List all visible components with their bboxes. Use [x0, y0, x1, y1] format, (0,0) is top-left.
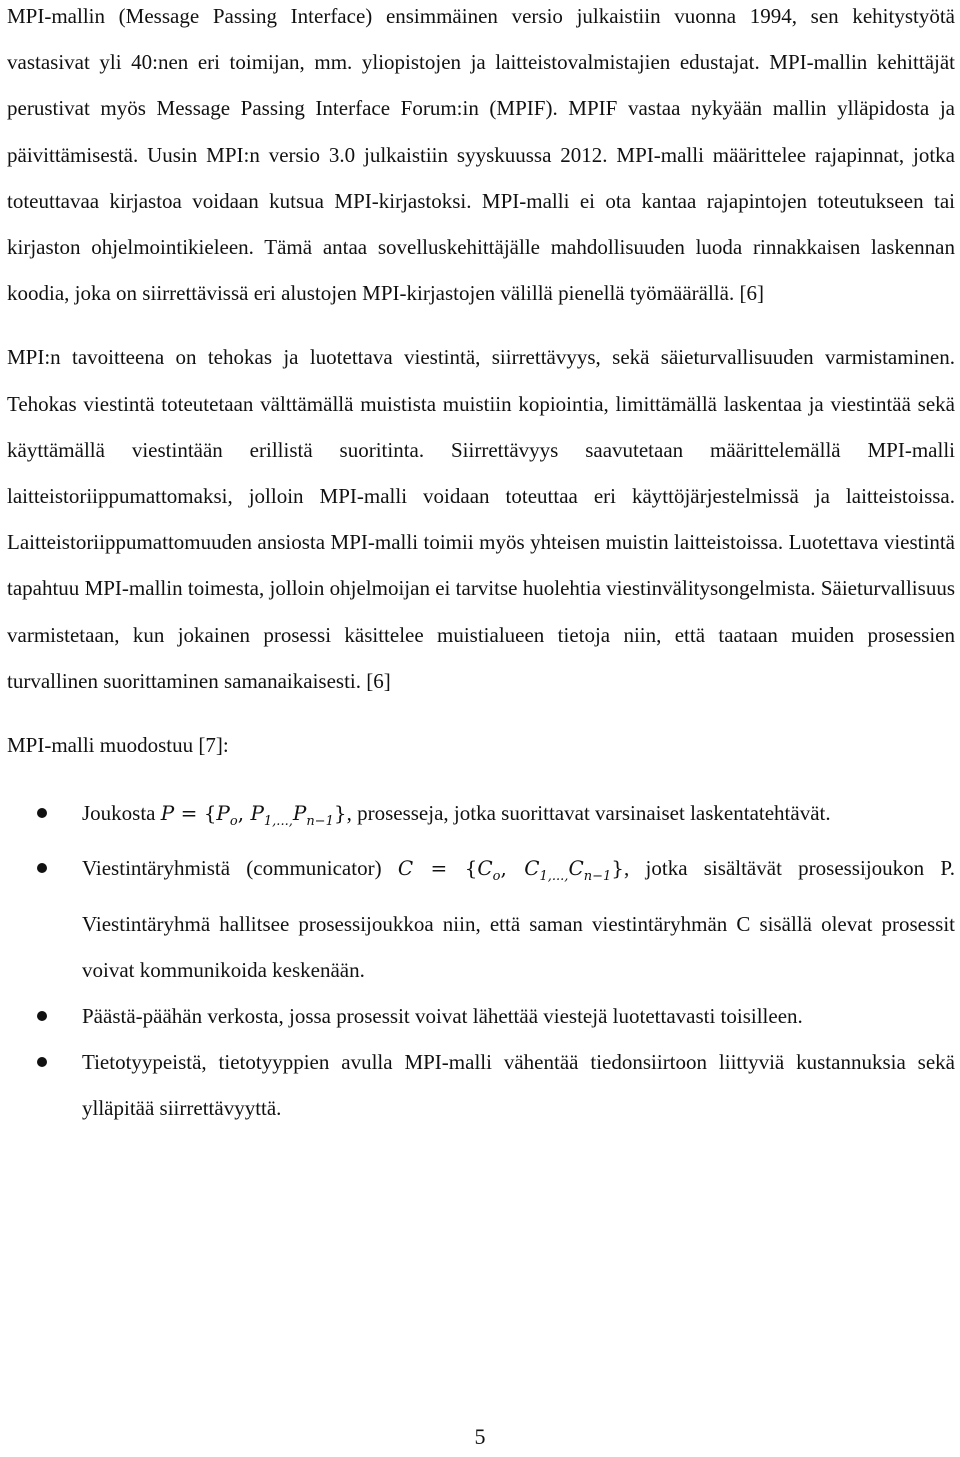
bullet-icon — [37, 1057, 47, 1067]
page-number: 5 — [474, 1424, 486, 1449]
paragraph-mpi-goals: MPI:n tavoitteena on tehokas ja luotettava viestintä, siirrettävyys, sekä säieturvallisuuden varmistaminen. Tehokas viestintä toteutetaan välttämällä muistista muistiin kopiointia, limittämällä laskentaa ja viestintää sekä käyttämällä viestintään erillistä suoritinta. Siirrettävyys saavutetaan määrittelemällä MPI-malli laitteistoriippumattomaksi, jolloin MPI-malli voidaan toteuttaa eri käyttöjärjestelmissä ja laitteistoissa. Laitteistoriippumattomuuden ansiosta MPI-malli toimii myös yhteisen muistin laitteistoissa. Luotettava viestintä tapahtuu MPI-mallin toimesta, jolloin ohjelmoijan ei tarvitse huolehtia viestinvälitysongelmista. Säieturvallisuus varmistetaan, kun jokainen prosessi käsittelee muistialueen tietoja niin, että taataan muiden prosessien turvallinen suorittaminen samanaikaisesti. [6] — [7, 345, 955, 693]
mpi-components-list — [7, 790, 955, 1131]
formula-communicator-set: $C = \{C_o$, $C_{1,...,}C_{n-1}$} — [397, 856, 625, 885]
list-item-text: Tietotyypeistä, tietotyyppien avulla MPI-malli vähentää tiedonsiirtoon liittyviä kustannuksia sekä ylläpitää siirrettävyyttä. — [82, 1050, 955, 1121]
list-item-communicators — [7, 845, 955, 993]
formula-process-set: $P = \{P_o$, $P_{1,...,}P_{n-1}$} — [160, 801, 347, 830]
document-page — [7, 0, 955, 1132]
bullet-icon — [37, 808, 47, 818]
list-item-text-after: , jotka sisältävät prosessijoukon P. Viestintäryhmä hallitsee prosessijoukkoa niin, että saman viestintäryhmän C sisällä olevat prosessit voivat kommunikoida keskenään. — [82, 856, 955, 982]
list-item-process-set — [7, 790, 955, 845]
list-item-text-after: , prosesseja, jotka suorittavat varsinaiset laskentatehtävät. — [346, 801, 831, 826]
bullet-icon — [37, 1011, 47, 1021]
list-item-datatypes — [7, 1039, 955, 1131]
list-item-text: Päästä-päähän verkosta, jossa prosessit voivat lähettää viestejä luotettavasti toisilleen. — [82, 1004, 803, 1029]
list-item-text-before: Viestintäryhmistä (communicator) — [82, 856, 398, 881]
bullet-icon — [37, 863, 47, 873]
list-item-text-before: Joukosta — [82, 801, 161, 826]
list-item-network — [7, 993, 955, 1039]
paragraph-mpi-components-intro: MPI-malli muodostuu [7]: — [7, 733, 229, 758]
paragraph-mpi-history: MPI-mallin (Message Passing Interface) ensimmäinen versio julkaistiin vuonna 1994, sen kehitystyötä vastasivat yli 40:nen eri toimijan, mm. yliopistojen ja laitteistovalmistajien edustajat. MPI-mallin kehittäjät perustivat myös Message Passing Interface Forum:in (MPIF). MPIF vastaa nykyään mallin ylläpidosta ja päivittämisestä. Uusin MPI:n versio 3.0 julkaistiin syyskuussa 2012. MPI-malli määrittelee rajapinnat, jotka toteuttavaa kirjastoa voidaan kutsua MPI-kirjastoksi. MPI-malli ei ota kantaa rajapintojen toteutukseen tai kirjaston ohjelmointikieleen. Tämä antaa sovelluskehittäjälle mahdollisuuden luoda rinnakkaisen laskennan koodia, joka on siirrettävissä eri alustojen MPI-kirjastojen välillä pienellä työmäärällä. [6] — [7, 4, 955, 306]
